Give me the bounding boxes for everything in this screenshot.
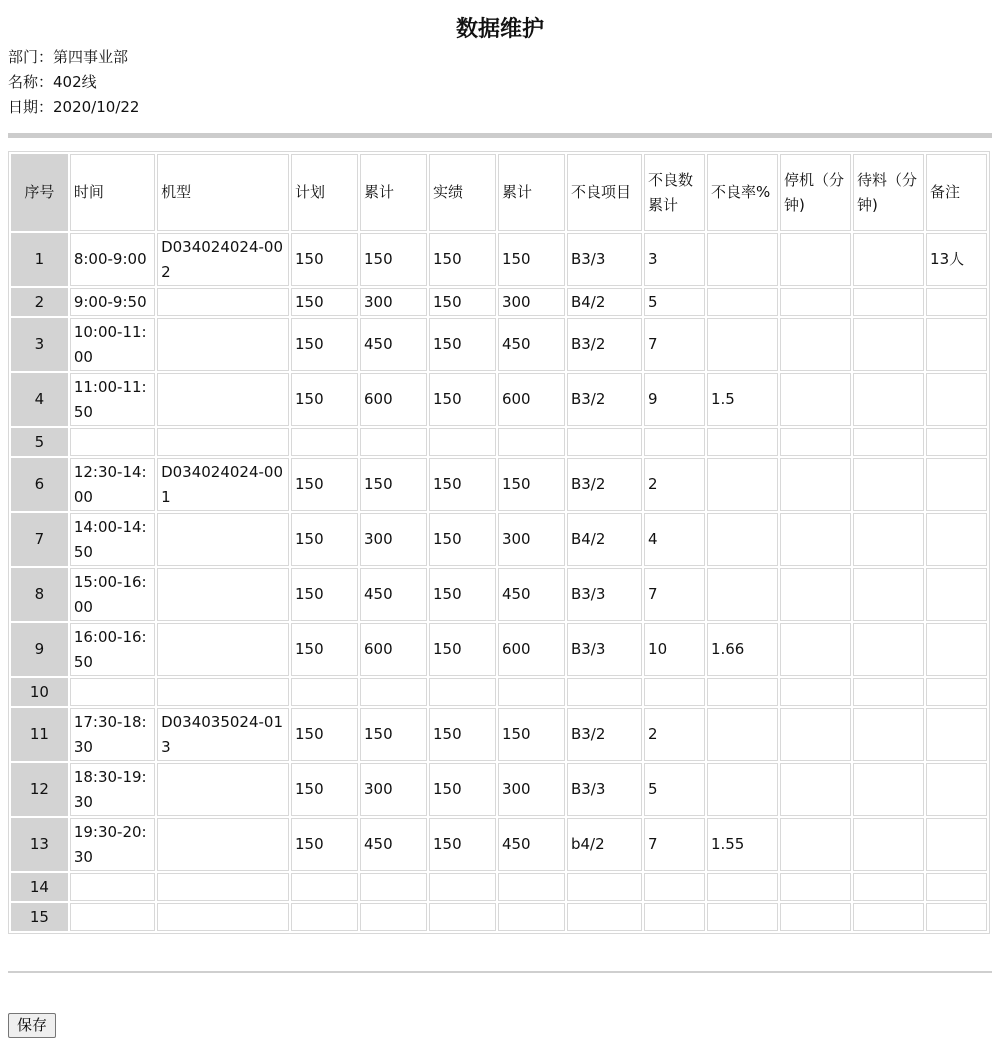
- cell-time[interactable]: 10:00-11:00: [70, 318, 155, 371]
- cell-defect-total[interactable]: [644, 428, 705, 456]
- cell-time[interactable]: [70, 428, 155, 456]
- cell-defect-rate[interactable]: [707, 903, 778, 931]
- cell-index: 1: [11, 233, 68, 286]
- cell-actual[interactable]: [429, 428, 496, 456]
- cell-remark[interactable]: [926, 288, 987, 316]
- cell-defect-total[interactable]: 5: [644, 288, 705, 316]
- cell-defect-total[interactable]: [644, 903, 705, 931]
- cell-index: 10: [11, 678, 68, 706]
- cell-plan[interactable]: 150: [291, 318, 358, 371]
- cell-plan-total[interactable]: 150: [360, 708, 427, 761]
- cell-defect-rate[interactable]: [707, 873, 778, 901]
- table-row: [11, 763, 987, 816]
- cell-defect-rate[interactable]: [707, 318, 778, 371]
- cell-waiting[interactable]: [853, 568, 924, 621]
- data-table-wrapper: [8, 151, 990, 934]
- cell-downtime[interactable]: [780, 623, 851, 676]
- cell-time[interactable]: 18:30-19:30: [70, 763, 155, 816]
- cell-waiting[interactable]: [853, 458, 924, 511]
- cell-actual-total[interactable]: [498, 873, 565, 901]
- cell-actual[interactable]: [429, 678, 496, 706]
- cell-remark[interactable]: [926, 513, 987, 566]
- header-defect-total: 不良数累计: [644, 154, 705, 231]
- cell-plan[interactable]: 150: [291, 288, 358, 316]
- cell-actual-total[interactable]: [498, 678, 565, 706]
- cell-waiting[interactable]: [853, 708, 924, 761]
- cell-time[interactable]: [70, 678, 155, 706]
- header-remark: 备注: [926, 154, 987, 231]
- table-body: [11, 233, 987, 931]
- cell-defect-item[interactable]: B3/3: [567, 568, 642, 621]
- cell-time[interactable]: 12:30-14:00: [70, 458, 155, 511]
- cell-defect-rate[interactable]: [707, 288, 778, 316]
- cell-remark[interactable]: [926, 763, 987, 816]
- cell-defect-rate[interactable]: [707, 233, 778, 286]
- cell-defect-total[interactable]: [644, 873, 705, 901]
- cell-model[interactable]: D034035024-013: [157, 708, 289, 761]
- cell-waiting[interactable]: [853, 873, 924, 901]
- page-title: 数据维护: [455, 17, 544, 42]
- cell-model[interactable]: [157, 873, 289, 901]
- table-row: [11, 288, 987, 316]
- cell-actual-total[interactable]: 150: [498, 233, 565, 286]
- cell-defect-item[interactable]: [567, 873, 642, 901]
- cell-time[interactable]: [70, 873, 155, 901]
- cell-defect-rate[interactable]: [707, 708, 778, 761]
- cell-time[interactable]: 11:00-11:50: [70, 373, 155, 426]
- cell-plan[interactable]: [291, 873, 358, 901]
- cell-actual-total[interactable]: 300: [498, 513, 565, 566]
- meta-info: [8, 45, 139, 120]
- cell-actual[interactable]: 150: [429, 318, 496, 371]
- cell-defect-item[interactable]: B4/2: [567, 513, 642, 566]
- cell-remark[interactable]: [926, 373, 987, 426]
- cell-plan-total[interactable]: 600: [360, 373, 427, 426]
- cell-index: 8: [11, 568, 68, 621]
- cell-actual[interactable]: 150: [429, 568, 496, 621]
- cell-actual[interactable]: 150: [429, 763, 496, 816]
- cell-actual-total[interactable]: [498, 428, 565, 456]
- cell-defect-rate[interactable]: [707, 568, 778, 621]
- cell-defect-item[interactable]: B3/3: [567, 763, 642, 816]
- cell-downtime[interactable]: [780, 708, 851, 761]
- table-row: [11, 623, 987, 676]
- cell-defect-rate[interactable]: 1.55: [707, 818, 778, 871]
- cell-downtime[interactable]: [780, 458, 851, 511]
- header-index: 序号: [11, 154, 68, 231]
- cell-actual[interactable]: 150: [429, 288, 496, 316]
- table-row: [11, 818, 987, 871]
- cell-plan[interactable]: 150: [291, 623, 358, 676]
- cell-time[interactable]: [70, 903, 155, 931]
- cell-downtime[interactable]: [780, 873, 851, 901]
- cell-downtime[interactable]: [780, 318, 851, 371]
- cell-index: 12: [11, 763, 68, 816]
- cell-waiting[interactable]: [853, 678, 924, 706]
- cell-plan[interactable]: [291, 678, 358, 706]
- cell-plan[interactable]: 150: [291, 373, 358, 426]
- table-row: [11, 568, 987, 621]
- header-plan: 计划: [291, 154, 358, 231]
- cell-index: 4: [11, 373, 68, 426]
- cell-plan-total[interactable]: 450: [360, 568, 427, 621]
- cell-defect-item[interactable]: B3/2: [567, 318, 642, 371]
- table-header-row: [11, 154, 987, 231]
- header-downtime: 停机（分钟): [780, 154, 851, 231]
- cell-actual-total[interactable]: 600: [498, 623, 565, 676]
- cell-model[interactable]: [157, 318, 289, 371]
- cell-model[interactable]: D034024024-001: [157, 458, 289, 511]
- cell-defect-total[interactable]: 10: [644, 623, 705, 676]
- cell-index: 13: [11, 818, 68, 871]
- cell-time[interactable]: 15:00-16:00: [70, 568, 155, 621]
- cell-actual-total[interactable]: 150: [498, 708, 565, 761]
- header-actual: 实绩: [429, 154, 496, 231]
- cell-defect-item[interactable]: B3/2: [567, 373, 642, 426]
- cell-waiting[interactable]: [853, 428, 924, 456]
- cell-index: 9: [11, 623, 68, 676]
- table-row: [11, 873, 987, 901]
- cell-time[interactable]: 17:30-18:30: [70, 708, 155, 761]
- table-row: [11, 458, 987, 511]
- cell-model[interactable]: [157, 373, 289, 426]
- cell-defect-item[interactable]: B3/3: [567, 623, 642, 676]
- cell-defect-rate[interactable]: [707, 428, 778, 456]
- cell-actual-total[interactable]: 450: [498, 568, 565, 621]
- cell-plan[interactable]: 150: [291, 233, 358, 286]
- table-row: [11, 513, 987, 566]
- cell-downtime[interactable]: [780, 373, 851, 426]
- cell-plan-total[interactable]: 450: [360, 318, 427, 371]
- cell-actual[interactable]: 150: [429, 373, 496, 426]
- cell-defect-total[interactable]: 9: [644, 373, 705, 426]
- cell-defect-rate[interactable]: [707, 513, 778, 566]
- cell-plan-total[interactable]: [360, 873, 427, 901]
- cell-actual[interactable]: 150: [429, 458, 496, 511]
- cell-actual[interactable]: [429, 873, 496, 901]
- cell-index: 15: [11, 903, 68, 931]
- cell-actual[interactable]: [429, 903, 496, 931]
- cell-index: 14: [11, 873, 68, 901]
- cell-defect-rate[interactable]: [707, 458, 778, 511]
- cell-plan[interactable]: 150: [291, 763, 358, 816]
- cell-defect-total[interactable]: 4: [644, 513, 705, 566]
- cell-model[interactable]: [157, 623, 289, 676]
- cell-plan-total[interactable]: 300: [360, 763, 427, 816]
- cell-downtime[interactable]: [780, 513, 851, 566]
- cell-downtime[interactable]: [780, 678, 851, 706]
- cell-plan[interactable]: [291, 428, 358, 456]
- cell-plan[interactable]: 150: [291, 513, 358, 566]
- cell-downtime[interactable]: [780, 818, 851, 871]
- cell-defect-total[interactable]: 2: [644, 458, 705, 511]
- cell-defect-total[interactable]: 2: [644, 708, 705, 761]
- cell-downtime[interactable]: [780, 568, 851, 621]
- cell-remark[interactable]: [926, 678, 987, 706]
- cell-index: 11: [11, 708, 68, 761]
- table-row: [11, 318, 987, 371]
- cell-plan-total[interactable]: 300: [360, 288, 427, 316]
- cell-waiting[interactable]: [853, 233, 924, 286]
- cell-model[interactable]: [157, 428, 289, 456]
- cell-remark[interactable]: [926, 318, 987, 371]
- cell-downtime[interactable]: [780, 428, 851, 456]
- cell-model[interactable]: [157, 763, 289, 816]
- cell-actual[interactable]: 150: [429, 513, 496, 566]
- cell-plan[interactable]: 150: [291, 458, 358, 511]
- cell-plan[interactable]: 150: [291, 708, 358, 761]
- data-table: [8, 151, 990, 934]
- cell-waiting[interactable]: [853, 623, 924, 676]
- cell-time[interactable]: 19:30-20:30: [70, 818, 155, 871]
- cell-index: 6: [11, 458, 68, 511]
- cell-plan-total[interactable]: [360, 428, 427, 456]
- cell-waiting[interactable]: [853, 763, 924, 816]
- table-row: [11, 708, 987, 761]
- cell-defect-item[interactable]: B4/2: [567, 288, 642, 316]
- cell-time[interactable]: 9:00-9:50: [70, 288, 155, 316]
- cell-plan-total[interactable]: [360, 678, 427, 706]
- cell-waiting[interactable]: [853, 373, 924, 426]
- cell-remark[interactable]: [926, 458, 987, 511]
- cell-remark[interactable]: [926, 428, 987, 456]
- cell-actual-total[interactable]: 150: [498, 458, 565, 511]
- cell-model[interactable]: [157, 818, 289, 871]
- date-label: 日期：2020/10/22: [8, 98, 140, 116]
- cell-actual[interactable]: 150: [429, 233, 496, 286]
- cell-waiting[interactable]: [853, 818, 924, 871]
- header-actual-total: 累计: [498, 154, 565, 231]
- cell-actual-total[interactable]: 300: [498, 763, 565, 816]
- cell-defect-item[interactable]: B3/3: [567, 233, 642, 286]
- header-plan-total: 累计: [360, 154, 427, 231]
- cell-remark[interactable]: [926, 818, 987, 871]
- cell-waiting[interactable]: [853, 288, 924, 316]
- cell-remark[interactable]: [926, 708, 987, 761]
- save-button[interactable]: 保存: [8, 1013, 56, 1038]
- cell-defect-total[interactable]: 3: [644, 233, 705, 286]
- cell-plan-total[interactable]: 600: [360, 623, 427, 676]
- cell-plan-total[interactable]: 150: [360, 458, 427, 511]
- cell-defect-item[interactable]: [567, 678, 642, 706]
- cell-defect-total[interactable]: 5: [644, 763, 705, 816]
- cell-index: 3: [11, 318, 68, 371]
- cell-defect-rate[interactable]: [707, 678, 778, 706]
- cell-plan-total[interactable]: 300: [360, 513, 427, 566]
- cell-defect-rate[interactable]: 1.66: [707, 623, 778, 676]
- header-defect-item: 不良项目: [567, 154, 642, 231]
- cell-downtime[interactable]: [780, 233, 851, 286]
- cell-model[interactable]: [157, 568, 289, 621]
- cell-time[interactable]: 14:00-14:50: [70, 513, 155, 566]
- cell-plan-total[interactable]: 150: [360, 233, 427, 286]
- table-row: [11, 903, 987, 931]
- header-defect-rate: 不良率%: [707, 154, 778, 231]
- table-row: [11, 233, 987, 286]
- cell-model[interactable]: [157, 678, 289, 706]
- cell-plan[interactable]: 150: [291, 818, 358, 871]
- cell-plan[interactable]: 150: [291, 568, 358, 621]
- top-divider: [8, 133, 992, 138]
- cell-defect-total[interactable]: 7: [644, 318, 705, 371]
- cell-remark[interactable]: [926, 568, 987, 621]
- cell-defect-total[interactable]: 7: [644, 568, 705, 621]
- cell-defect-item[interactable]: [567, 903, 642, 931]
- cell-index: 2: [11, 288, 68, 316]
- cell-model[interactable]: [157, 513, 289, 566]
- bottom-divider: [8, 971, 992, 973]
- cell-defect-item[interactable]: B3/2: [567, 458, 642, 511]
- department-label: 部门：第四事业部: [8, 48, 129, 66]
- line-name-label: 名称：402线: [8, 73, 97, 91]
- cell-index: 7: [11, 513, 68, 566]
- cell-defect-item[interactable]: B3/2: [567, 708, 642, 761]
- cell-remark[interactable]: [926, 873, 987, 901]
- cell-waiting[interactable]: [853, 318, 924, 371]
- cell-plan-total[interactable]: [360, 903, 427, 931]
- cell-actual[interactable]: 150: [429, 708, 496, 761]
- cell-actual-total[interactable]: 300: [498, 288, 565, 316]
- cell-actual-total[interactable]: 450: [498, 318, 565, 371]
- cell-downtime[interactable]: [780, 903, 851, 931]
- cell-defect-total[interactable]: 7: [644, 818, 705, 871]
- cell-index: 5: [11, 428, 68, 456]
- header-model: 机型: [157, 154, 289, 231]
- cell-defect-item[interactable]: [567, 428, 642, 456]
- table-row: [11, 373, 987, 426]
- cell-defect-item[interactable]: b4/2: [567, 818, 642, 871]
- cell-actual-total[interactable]: [498, 903, 565, 931]
- cell-actual-total[interactable]: 450: [498, 818, 565, 871]
- cell-actual[interactable]: 150: [429, 623, 496, 676]
- header-waiting: 待料（分钟): [853, 154, 924, 231]
- cell-plan-total[interactable]: 450: [360, 818, 427, 871]
- cell-downtime[interactable]: [780, 288, 851, 316]
- cell-actual[interactable]: 150: [429, 818, 496, 871]
- cell-model[interactable]: [157, 903, 289, 931]
- cell-model[interactable]: [157, 288, 289, 316]
- cell-defect-rate[interactable]: [707, 763, 778, 816]
- cell-remark[interactable]: [926, 903, 987, 931]
- cell-downtime[interactable]: [780, 763, 851, 816]
- cell-time[interactable]: 16:00-16:50: [70, 623, 155, 676]
- cell-defect-total[interactable]: [644, 678, 705, 706]
- cell-waiting[interactable]: [853, 903, 924, 931]
- header-time: 时间: [70, 154, 155, 231]
- cell-model[interactable]: D034024024-002: [157, 233, 289, 286]
- cell-remark[interactable]: 13人: [926, 233, 987, 286]
- cell-remark[interactable]: [926, 623, 987, 676]
- table-row: [11, 678, 987, 706]
- cell-time[interactable]: 8:00-9:00: [70, 233, 155, 286]
- cell-waiting[interactable]: [853, 513, 924, 566]
- cell-actual-total[interactable]: 600: [498, 373, 565, 426]
- table-row: [11, 428, 987, 456]
- cell-plan[interactable]: [291, 903, 358, 931]
- cell-defect-rate[interactable]: 1.5: [707, 373, 778, 426]
